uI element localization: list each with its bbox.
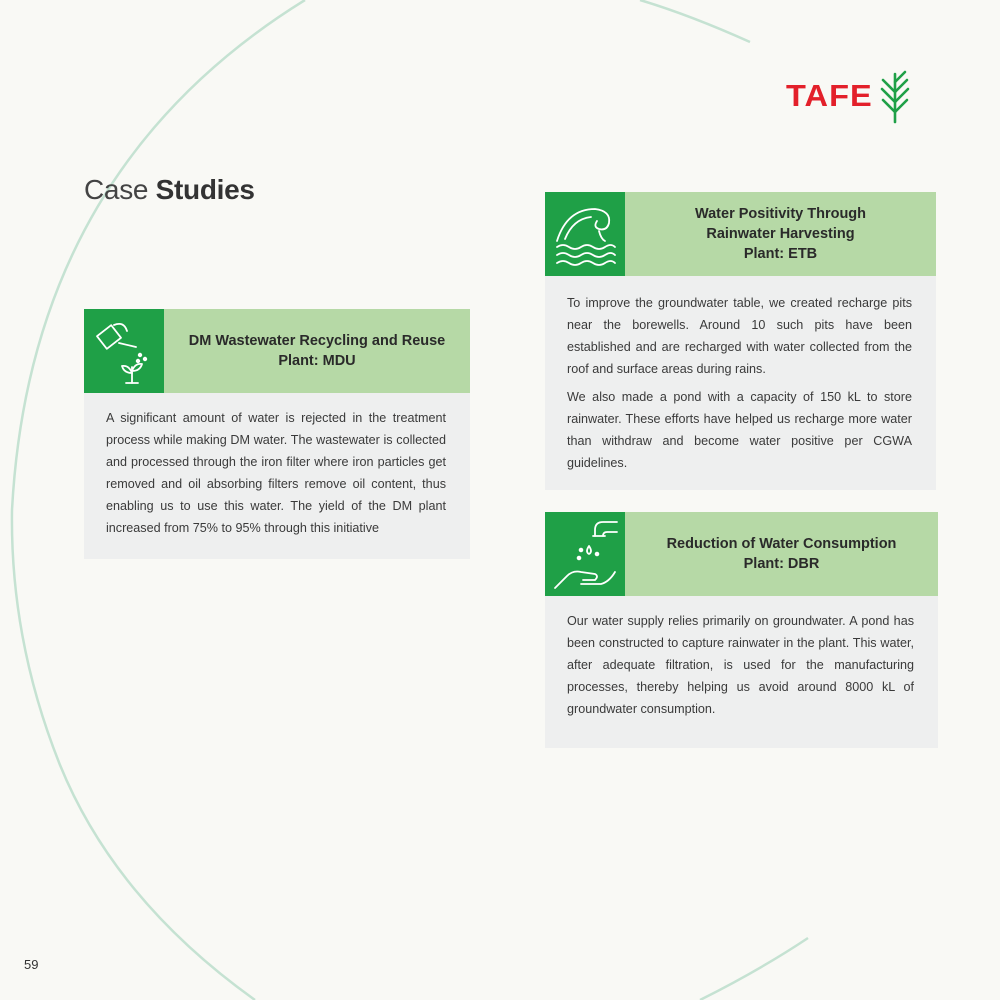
wheat-leaf-icon: [877, 68, 913, 124]
case-study-card-dbr: [545, 512, 938, 748]
tafe-logo: [786, 66, 936, 126]
wave-icon: [545, 192, 625, 276]
card-body: [545, 276, 936, 474]
card-header: [545, 512, 938, 596]
tap-hand-water-icon: [545, 512, 625, 596]
card-paragraph: We also made a pond with a capacity of 150 kL to store rainwater. These efforts have helped us recharge more water than withdraw and become water positive per CGWA guidelines.: [567, 390, 912, 470]
page-title-bold: Studies: [155, 174, 255, 205]
card-title: Water Positivity Through Rainwater Harvesting Plant: ETB: [694, 206, 867, 262]
case-study-card-etb: [545, 192, 936, 490]
card-paragraph: A significant amount of water is rejected in the treatment process while making DM water. The wastewater is collected and processed through the iron filter where iron particles get removed and oil absorbing filters remove oil content, thus enabling us to use this water. The yield of the DM plant increased from 75% to 95% through this initiative: [106, 411, 446, 535]
page-title-light: Case: [84, 174, 156, 205]
card-header: [84, 309, 470, 393]
logo-text: TAFE: [786, 78, 873, 113]
card-body: [545, 596, 938, 720]
case-study-card-mdu: [84, 309, 470, 559]
card-title: DM Wastewater Recycling and Reuse Plant: MDU: [188, 333, 446, 369]
card-paragraph: To improve the groundwater table, we created recharge pits near the borewells. Around 10 such pits have been established and are recharged with water collected from the roof and surface areas during rains.: [567, 296, 912, 376]
card-body: [84, 393, 470, 539]
watering-can-plant-icon: [84, 309, 164, 393]
card-header: [545, 192, 936, 276]
card-paragraph: Our water supply relies primarily on groundwater. A pond has been constructed to capture rainwater in the plant. This water, after adequate filtration, is used for the manufacturing processes, thereby helping us avoid around 8000 kL of groundwater consumption.: [567, 614, 914, 716]
page-number: 59: [24, 957, 39, 972]
page-title: [84, 174, 255, 206]
card-title: Reduction of Water Consumption Plant: DBR: [666, 536, 897, 572]
